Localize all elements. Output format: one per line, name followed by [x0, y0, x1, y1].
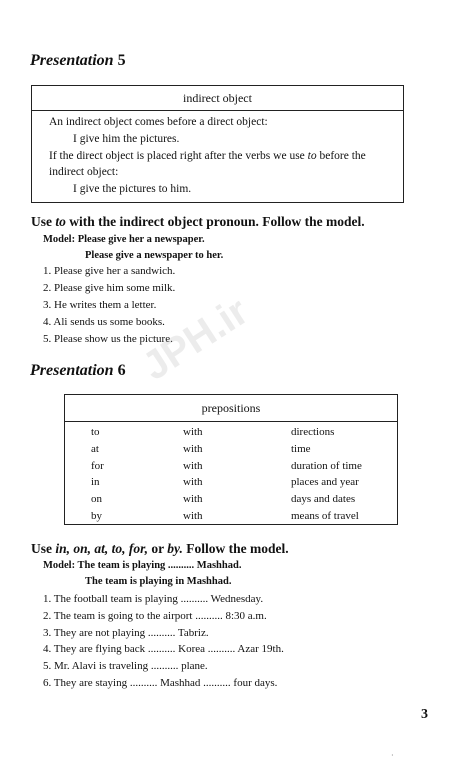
list-item: 1. Please give her a sandwich. — [43, 265, 176, 277]
list-item: 2. The team is going to the airport .......... 8:30 a.m. — [43, 610, 267, 622]
rule-line: indirect object: — [49, 166, 119, 178]
table-row: at with time — [91, 443, 311, 455]
page-number: 3 — [421, 707, 428, 722]
exercise-1-title: Use to with the indirect object pronoun. Follow the model. — [31, 214, 365, 229]
list-item: 3. They are not playing .......... Tabriz. — [43, 627, 209, 639]
to-word: to — [307, 150, 317, 162]
indirect-object-header: indirect object — [32, 86, 403, 111]
table-row: to with directions — [91, 426, 335, 438]
list-item: 5. Please show us the picture. — [43, 333, 173, 345]
rule-line: An indirect object comes before a direct object: — [49, 116, 268, 128]
example-line: I give him the pictures. — [73, 133, 180, 145]
table-row: by with means of travel — [91, 510, 359, 522]
presentation-label: Presentation — [30, 362, 114, 379]
list-item: 2. Please give him some milk. — [43, 282, 176, 294]
model-answer: The team is playing in Mashhad. — [85, 576, 232, 587]
list-item: 4. Ali sends us some books. — [43, 316, 165, 328]
list-item: 5. Mr. Alavi is traveling .......... plane. — [43, 660, 208, 672]
speck-mark: · — [391, 751, 394, 760]
exercise-2-title: Use in, on, at, to, for, or by. Follow the model. — [31, 541, 289, 556]
prepositions-table — [64, 394, 398, 525]
presentation-number: 5 — [117, 52, 126, 69]
model-line: Model: The team is playing .......... Mashhad. — [43, 560, 242, 571]
example-line: I give the pictures to him. — [73, 183, 192, 195]
table-row: in with places and year — [91, 476, 359, 488]
model-line: Model: Please give her a newspaper. — [43, 234, 205, 245]
table-row: on with days and dates — [91, 493, 356, 505]
rule-line: If the direct object is placed right after the verbs we use to before the — [49, 150, 366, 162]
list-item: 4. They are flying back .......... Korea .......... Azar 19th. — [43, 643, 284, 655]
prepositions-header: prepositions — [65, 395, 397, 422]
list-item: 6. They are staying .......... Mashhad .......... four days. — [43, 677, 278, 689]
list-item: 3. He writes them a letter. — [43, 299, 157, 311]
presentation-label: Presentation — [30, 52, 114, 69]
model-answer: Please give a newspaper to her. — [85, 250, 224, 261]
watermark: JPH.ir — [135, 289, 256, 389]
indirect-object-box — [31, 85, 404, 203]
presentation-6-title — [30, 362, 126, 380]
presentation-5-title — [30, 52, 126, 70]
presentation-number: 6 — [117, 362, 126, 379]
table-row: for with duration of time — [91, 460, 362, 472]
list-item: 1. The football team is playing .......... Wednesday. — [43, 593, 264, 605]
